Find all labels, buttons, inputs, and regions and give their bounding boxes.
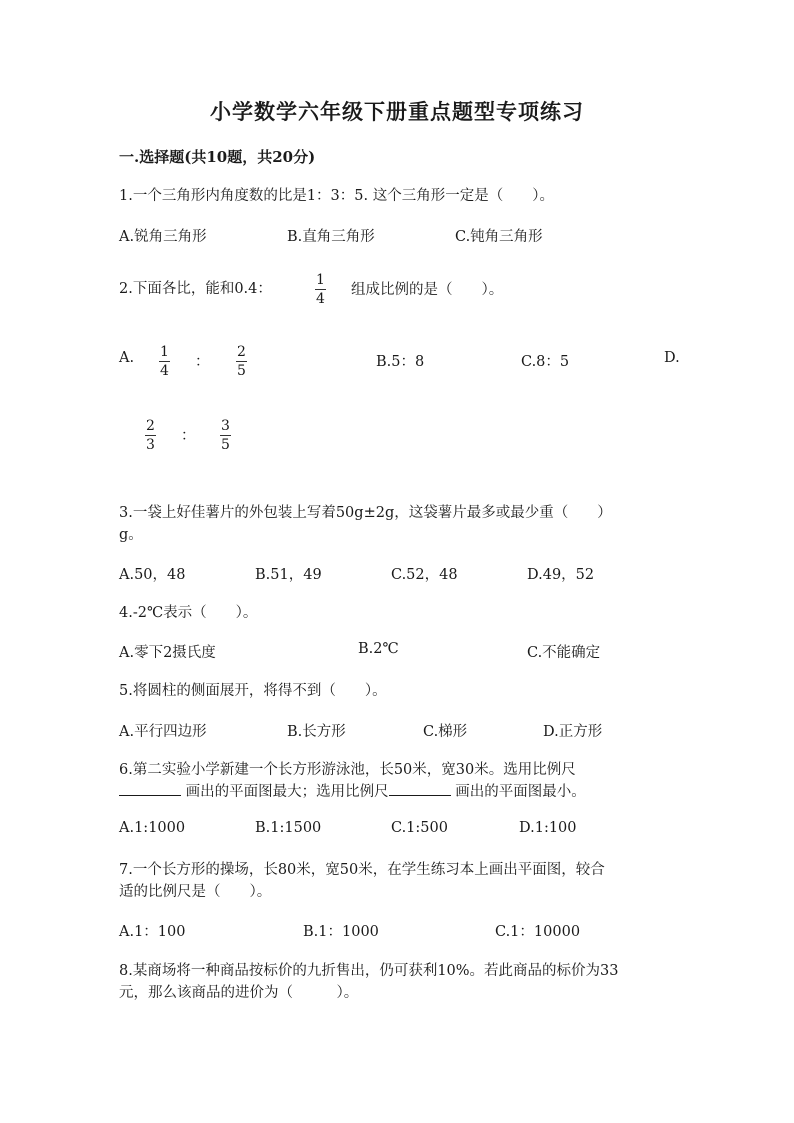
- question-6-stem-line-2: [119, 781, 586, 803]
- q5-option-a: A.平行四边形: [119, 724, 207, 740]
- q6-option-d: D.1:100: [519, 820, 577, 836]
- q2-option-d-label: D.: [664, 350, 680, 366]
- q2-option-a-colon: ：: [195, 354, 210, 370]
- q3-option-b: B.51，49: [255, 567, 322, 583]
- question-8-stem-line-1: 8.某商场将一种商品按标价的九折售出，仍可获利10%。若此商品的标价为33: [119, 963, 619, 979]
- q5-option-c: C.梯形: [423, 724, 468, 740]
- question-4-stem: 4.-2℃表示（ ）。: [119, 605, 258, 621]
- fraction-denominator: 5: [237, 363, 246, 379]
- fraction-denominator: 5: [221, 437, 230, 453]
- question-1-stem: 1.一个三角形内角度数的比是1：3：5. 这个三角形一定是（ ）。: [119, 188, 554, 204]
- fraction-numerator: 1: [316, 272, 325, 288]
- q1-option-b: B.直角三角形: [287, 229, 375, 245]
- question-5-stem: 5.将圆柱的侧面展开，将得不到（ ）。: [119, 683, 387, 699]
- question-2-stem-start: 2.下面各比，能和0.4：: [119, 281, 272, 297]
- q2-option-d-colon: ：: [181, 428, 196, 444]
- q5-option-d: D.正方形: [543, 724, 603, 740]
- q7-option-c: C.1：10000: [495, 924, 581, 940]
- q2-option-a-fraction-2: [236, 344, 247, 379]
- q4-option-a: A.零下2摄氏度: [119, 645, 216, 661]
- question-2-stem-end: 组成比例的是（ ）。: [351, 282, 504, 298]
- fraction-numerator: 3: [221, 418, 230, 434]
- q7-option-b: B.1：1000: [303, 924, 379, 940]
- q2-option-d-fraction-1: [145, 418, 156, 453]
- fraction-bar: [159, 361, 170, 362]
- q2-option-d-fraction-2: [220, 418, 231, 453]
- section-heading: 一.选择题(共10题，共20分): [119, 148, 316, 166]
- fraction-denominator: 4: [160, 363, 169, 379]
- question-3-stem-line-2: g。: [119, 527, 143, 543]
- answer-blank-1[interactable]: [119, 781, 181, 796]
- question-7-stem-line-2: 适的比例尺是（ ）。: [119, 884, 272, 900]
- q2-option-c: C.8：5: [521, 354, 570, 370]
- q6-option-a: A.1:1000: [119, 820, 186, 836]
- fraction-bar: [220, 435, 231, 436]
- q5-option-b: B.长方形: [287, 724, 346, 740]
- q2-stem-fraction: [315, 272, 326, 307]
- q2-option-a-fraction-1: [159, 344, 170, 379]
- q6-stem-part-b: 画出的平面图最小。: [455, 784, 586, 800]
- fraction-numerator: 1: [160, 344, 169, 360]
- q3-option-a: A.50，48: [119, 567, 186, 583]
- question-6-stem-line-1: 6.第二实验小学新建一个长方形游泳池，长50米，宽30米。选用比例尺: [119, 762, 576, 778]
- fraction-bar: [315, 289, 326, 290]
- fraction-numerator: 2: [237, 344, 246, 360]
- q2-option-b: B.5：8: [376, 354, 425, 370]
- question-7-stem-line-1: 7.一个长方形的操场，长80米，宽50米，在学生练习本上画出平面图，较合: [119, 862, 605, 878]
- q3-option-c: C.52，48: [391, 567, 458, 583]
- fraction-bar: [145, 435, 156, 436]
- q6-option-b: B.1:1500: [255, 820, 322, 836]
- q2-option-a-label: A.: [119, 350, 135, 366]
- q7-option-a: A.1：100: [119, 924, 186, 940]
- q4-option-c: C.不能确定: [527, 645, 601, 661]
- q1-option-c: C.钝角三角形: [455, 229, 543, 245]
- fraction-numerator: 2: [146, 418, 155, 434]
- question-3-stem-line-1: 3.一袋上好佳薯片的外包装上写着50g±2g，这袋薯片最多或最少重（ ）: [119, 505, 612, 521]
- q3-option-d: D.49，52: [527, 567, 595, 583]
- page-title: 小学数学六年级下册重点题型专项练习: [210, 99, 584, 124]
- answer-blank-2[interactable]: [389, 781, 451, 796]
- q4-option-b: B.2℃: [358, 641, 399, 657]
- fraction-denominator: 3: [146, 437, 155, 453]
- q6-stem-part-a: 画出的平面图最大；选用比例尺: [185, 784, 389, 800]
- fraction-denominator: 4: [316, 291, 325, 307]
- question-8-stem-line-2: 元，那么该商品的进价为（ ）。: [119, 985, 359, 1001]
- q6-option-c: C.1:500: [391, 820, 448, 836]
- fraction-bar: [236, 361, 247, 362]
- q1-option-a: A.锐角三角形: [119, 229, 207, 245]
